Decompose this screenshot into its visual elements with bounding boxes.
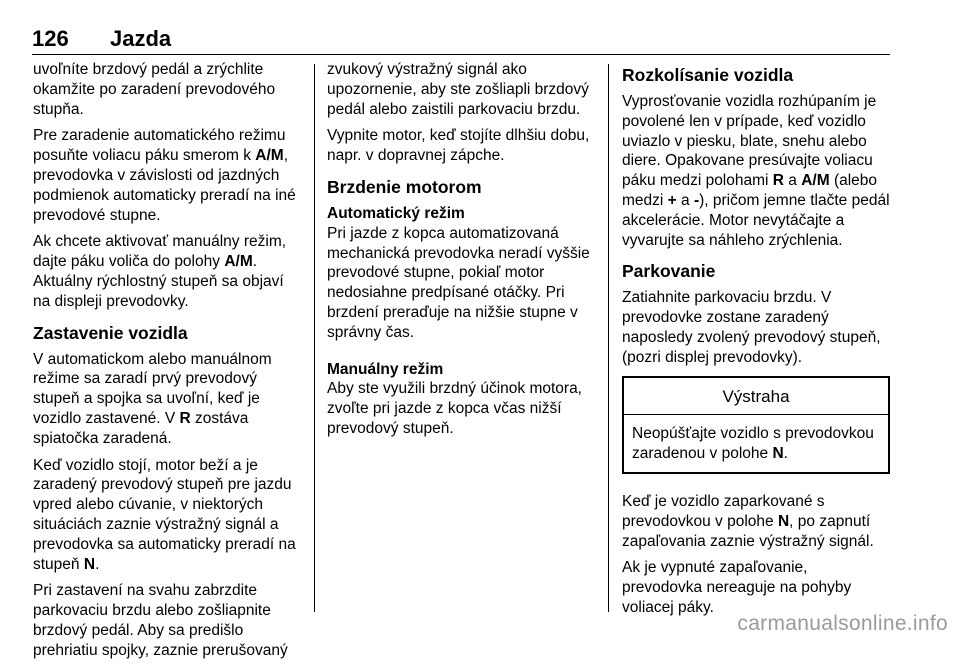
subheading-manual-mode: Manuálny režim (327, 360, 444, 378)
section-heading-rocking: Rozkolísanie vozidla (622, 65, 794, 85)
paragraph: Vyprosťovanie vozidla rozhúpaním je povolené len v prípade, keď vozidlo uviazlo v piesku, blate, snehu alebo diere. Opakovane presúvajte voliacu páku medzi polohami R a A/M (alebo medzi + a -), pričom jemne tlačte pedál akcelerácie. Motor nevytáčajte a vyvarujte sa náhleho zrýchlenia. (622, 93, 890, 249)
paragraph: Vypnite motor, keď stojíte dlhšiu dobu, napr. v dopravnej zápche. (327, 127, 590, 165)
watermark: carmanualsonline.info (737, 612, 948, 635)
column-2 (327, 60, 599, 446)
page-number: 126 (32, 26, 69, 51)
paragraph: V automatickom alebo manuálnom režime sa zaradí prvý prevodový stupeň a spojka sa uvoľní, keď je vozidlo zastavené. V R zostáva spiatočka zaradená. (33, 350, 272, 447)
paragraph: Zatiahnite parkovaciu brzdu. V prevodovke zostane zaradený naposledy zvolený prevodový stupeň, (pozri displej prevodovky). (622, 289, 881, 366)
warning-box (622, 376, 890, 474)
subheading-automatic-mode: Automatický režim (327, 204, 465, 222)
paragraph: Pri jazde z kopca automatizovaná mechanická prevodovka neradí vyššie prevodové stupne, pokiaľ motor nedosiahne predpísané otáčky. Pri brzdení preraďuje na nižšie stupne v správny čas. (327, 224, 590, 341)
paragraph: Aby ste využili brzdný účinok motora, zvoľte pri jazde z kopca včas nižší prevodový stupeň. (327, 380, 582, 437)
paragraph: Ak chcete aktivovať manuálny režim, dajte páku voliča do polohy A/M. Aktuálny rýchlostný stupeň sa objaví na displeji prevodovky. (33, 233, 287, 310)
page-header (32, 14, 890, 55)
paragraph: Keď vozidlo stojí, motor beží a je zaradený prevodový stupeň pre jazdu vpred alebo cúvanie, v niektorých situáciách zaznie výstražný signál a prevodovka sa automaticky preradí na stupeň N. (33, 456, 296, 573)
paragraph: Pri zastavení na svahu zabrzdite parkovaciu brzdu alebo zošliapnite brzdový pedál. Aby sa predišlo prehriatiu spojky, zaznie prerušovaný (33, 582, 288, 659)
chapter-title: Jazda (110, 26, 172, 51)
section-heading-stopping: Zastavenie vozidla (33, 322, 188, 343)
paragraph: Pre zaradenie automatického režimu posuňte voliacu páku smerom k A/M, prevodovka v závislosti od jazdných podmienok automaticky preradí na iné prevodové stupne. (33, 127, 296, 224)
section-heading-engine-braking: Brzdenie motorom (327, 176, 482, 197)
paragraph: Keď je vozidlo zaparkované s prevodovkou v polohe N, po zapnutí zapaľovania zaznie výstražný signál. (622, 492, 874, 550)
paragraph: zvukový výstražný signál ako upozornenie, aby ste zošliapli brzdový pedál alebo zaistili parkovaciu brzdu. (327, 61, 589, 118)
paragraph: uvoľníte brzdový pedál a zrýchlite okamžite po zaradení prevodového stupňa. (33, 61, 276, 118)
warning-title: Výstraha (624, 378, 888, 416)
column-3 (622, 60, 890, 625)
column-1 (33, 60, 305, 668)
section-heading-parking: Parkovanie (622, 261, 716, 282)
paragraph: Ak je vypnuté zapaľovanie, prevodovka nereaguje na pohyby voliacej páky. (622, 559, 852, 616)
column-divider-1 (314, 64, 315, 612)
column-divider-2 (608, 64, 609, 612)
warning-text: Neopúšťajte vozidlo s prevodovkou zaradenou v polohe N. (632, 425, 874, 463)
